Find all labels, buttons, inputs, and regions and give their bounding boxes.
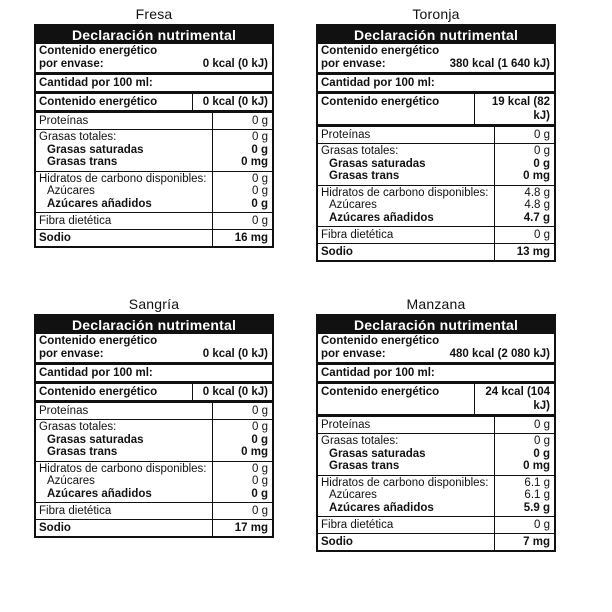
fiber-row [36, 212, 272, 229]
sodium-row [36, 519, 272, 536]
proteins-label: Proteínas [39, 115, 89, 127]
per100-label: Cantidad por 100 ml: [321, 367, 435, 379]
fats-row [318, 433, 554, 475]
energy-label: Contenido energético [321, 96, 440, 108]
trans-label: Grasas trans [47, 446, 118, 458]
carbs-label: Hidratos de carbono disponibles: [321, 476, 489, 489]
sat-label: Grasas saturadas [47, 433, 144, 446]
sodium-value: 17 mg [212, 520, 272, 536]
carbs-row [36, 461, 272, 503]
energy-row [36, 381, 272, 400]
added-sugars-label: Azúcares añadidos [329, 211, 434, 224]
fats-label: Grasas totales: [321, 145, 399, 157]
nutrition-label [34, 24, 274, 248]
sat-label: Grasas saturadas [329, 447, 426, 460]
sat-value: 0 g [533, 157, 550, 170]
energy-label: Contenido energético [39, 386, 158, 398]
added-sugars-label: Azúcares añadidos [329, 501, 434, 514]
energy-label-line2: por envase: [39, 348, 104, 360]
label-header: Declaración nutrimental [36, 26, 272, 44]
proteins-row [36, 110, 272, 129]
sat-value: 0 g [251, 433, 268, 446]
sat-value: 0 g [533, 447, 550, 460]
energy-value: 0 kcal (0 kJ) [192, 94, 272, 110]
flavor-title: Toronja [412, 6, 460, 22]
energy-value: 24 kcal (104 kJ) [474, 384, 554, 414]
proteins-row [36, 400, 272, 419]
fats-row [36, 129, 272, 171]
fats-label: Grasas totales: [321, 435, 399, 447]
label-header: Declaración nutrimental [318, 26, 554, 44]
carbs-row [36, 171, 272, 213]
energy-label-line1: Contenido energético [321, 335, 440, 347]
proteins-value: 0 g [212, 403, 272, 419]
trans-label: Grasas trans [47, 156, 118, 168]
sat-label: Grasas saturadas [329, 157, 426, 170]
carbs-value: 0 g [252, 172, 268, 185]
fiber-row [318, 516, 554, 533]
energy-label-line1: Contenido energético [39, 45, 158, 57]
sodium-row [318, 243, 554, 260]
carbs-label: Hidratos de carbono disponibles: [321, 186, 489, 199]
fats-label: Grasas totales: [39, 131, 117, 143]
trans-label: Grasas trans [329, 170, 400, 182]
proteins-row [318, 124, 554, 143]
fats-label: Grasas totales: [39, 421, 117, 433]
energy-label: Contenido energético [39, 96, 158, 108]
trans-value: 0 mg [241, 446, 268, 458]
energy-label-line2: por envase: [321, 348, 386, 360]
fats-value: 0 g [534, 145, 550, 157]
carbs-value: 0 g [252, 462, 268, 475]
fats-row [318, 143, 554, 185]
energy-value: 0 kcal (0 kJ) [192, 384, 272, 400]
fiber-row [36, 502, 272, 519]
sodium-row [318, 533, 554, 550]
proteins-label: Proteínas [321, 419, 371, 431]
per100-row [36, 362, 272, 381]
flavor-title: Fresa [135, 6, 173, 22]
energy-label-line2: por envase: [39, 58, 104, 70]
nutrition-panel-manzana [316, 296, 556, 552]
carbs-label: Hidratos de carbono disponibles: [39, 462, 207, 475]
nutrition-label [34, 314, 274, 538]
added-sugars-label: Azúcares añadidos [47, 487, 152, 500]
fiber-label: Fibra dietética [39, 505, 112, 517]
sugars-label: Azúcares [47, 475, 95, 487]
carbs-value: 6.1 g [524, 476, 550, 489]
sugars-label: Azúcares [329, 199, 377, 211]
fiber-value: 0 g [494, 227, 554, 243]
per100-row [318, 72, 554, 91]
trans-value: 0 mg [523, 460, 550, 472]
fats-value: 0 g [252, 131, 268, 143]
nutrition-panel-toronja [316, 6, 556, 262]
energy-row [318, 381, 554, 414]
sodium-label: Sodio [321, 246, 353, 258]
energy-per-pack-row [36, 334, 272, 362]
fats-value: 0 g [534, 435, 550, 447]
carbs-row [318, 185, 554, 227]
added-sugars-label: Azúcares añadidos [47, 197, 152, 210]
carbs-value: 4.8 g [524, 186, 550, 199]
flavor-title: Sangría [128, 296, 180, 312]
proteins-label: Proteínas [321, 129, 371, 141]
fiber-value: 0 g [212, 503, 272, 519]
energy-row [318, 91, 554, 124]
added-sugars-value: 0 g [251, 487, 268, 500]
nutrition-panel-sangria [34, 296, 274, 538]
added-sugars-value: 5.9 g [523, 501, 550, 514]
energy-value: 19 kcal (82 kJ) [474, 94, 554, 124]
fiber-row [318, 226, 554, 243]
energy-label-line1: Contenido energético [321, 45, 440, 57]
energy-label-line1: Contenido energético [39, 335, 158, 347]
energy-per-pack-value: 0 kcal (0 kJ) [202, 348, 268, 360]
per100-label: Cantidad por 100 ml: [321, 77, 435, 89]
sugars-label: Azúcares [329, 489, 377, 501]
trans-label: Grasas trans [329, 460, 400, 472]
sodium-row [36, 229, 272, 246]
carbs-label: Hidratos de carbono disponibles: [39, 172, 207, 185]
fiber-value: 0 g [494, 517, 554, 533]
fiber-label: Fibra dietética [321, 519, 394, 531]
proteins-value: 0 g [494, 417, 554, 433]
sugars-value: 6.1 g [524, 489, 550, 501]
sat-value: 0 g [251, 143, 268, 156]
carbs-row [318, 475, 554, 517]
proteins-row [318, 414, 554, 433]
per100-label: Cantidad por 100 ml: [39, 77, 153, 89]
label-header: Declaración nutrimental [36, 316, 272, 334]
fiber-label: Fibra dietética [321, 229, 394, 241]
energy-per-pack-row [36, 44, 272, 72]
nutrition-panel-fresa [34, 6, 274, 248]
trans-value: 0 mg [523, 170, 550, 182]
sugars-value: 0 g [252, 185, 268, 197]
fiber-value: 0 g [212, 213, 272, 229]
energy-per-pack-value: 480 kcal (2 080 kJ) [449, 348, 550, 360]
per100-row [318, 362, 554, 381]
sodium-label: Sodio [321, 536, 353, 548]
trans-value: 0 mg [241, 156, 268, 168]
energy-label: Contenido energético [321, 386, 440, 398]
per100-row [36, 72, 272, 91]
per100-label: Cantidad por 100 ml: [39, 367, 153, 379]
sodium-label: Sodio [39, 232, 71, 244]
proteins-value: 0 g [212, 113, 272, 129]
proteins-value: 0 g [494, 127, 554, 143]
flavor-title: Manzana [406, 296, 466, 312]
energy-per-pack-row [318, 44, 554, 72]
sugars-label: Azúcares [47, 185, 95, 197]
energy-label-line2: por envase: [321, 58, 386, 70]
sat-label: Grasas saturadas [47, 143, 144, 156]
sodium-value: 7 mg [494, 534, 554, 550]
sugars-value: 4.8 g [524, 199, 550, 211]
energy-per-pack-value: 0 kcal (0 kJ) [202, 58, 268, 70]
fats-row [36, 419, 272, 461]
nutrition-label [316, 314, 556, 552]
added-sugars-value: 4.7 g [523, 211, 550, 224]
added-sugars-value: 0 g [251, 197, 268, 210]
energy-per-pack-row [318, 334, 554, 362]
nutrition-label [316, 24, 556, 262]
fiber-label: Fibra dietética [39, 215, 112, 227]
energy-row [36, 91, 272, 110]
fats-value: 0 g [252, 421, 268, 433]
sugars-value: 0 g [252, 475, 268, 487]
sodium-value: 16 mg [212, 230, 272, 246]
proteins-label: Proteínas [39, 405, 89, 417]
sodium-label: Sodio [39, 522, 71, 534]
sodium-value: 13 mg [494, 244, 554, 260]
label-header: Declaración nutrimental [318, 316, 554, 334]
energy-per-pack-value: 380 kcal (1 640 kJ) [449, 58, 550, 70]
